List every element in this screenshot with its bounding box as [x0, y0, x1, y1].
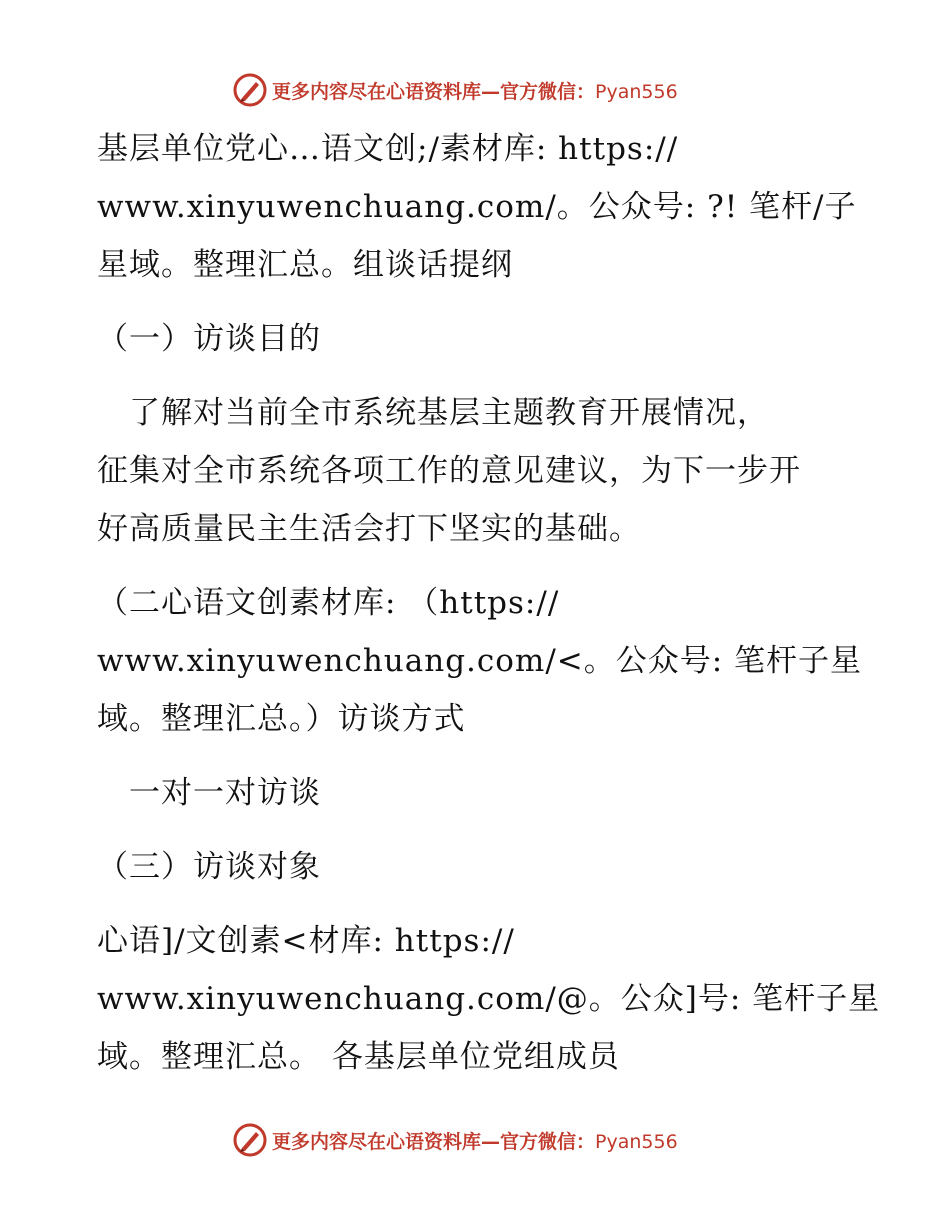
paragraph-method	[97, 764, 857, 822]
text-line: 一对一对访谈	[97, 775, 321, 811]
section-heading: （二心语文创素材库: （https://	[97, 585, 560, 621]
banner-text	[272, 1127, 678, 1154]
heading-purpose	[97, 310, 857, 368]
banner-title: 更多内容尽在心语资料库—官方微信：	[272, 80, 596, 103]
text-line: 好高质量民主生活会打下坚实的基础。	[97, 511, 641, 547]
text-line: www.xinyuwenchuang.com/<。公众号: 笔杆子星	[97, 643, 863, 679]
document-body	[97, 120, 881, 1086]
paragraph-intro	[97, 120, 857, 294]
banner-contact: Pyan556	[595, 1130, 678, 1153]
text-line: 了解对当前全市系统基层主题教育开展情况，	[97, 395, 769, 431]
footer-banner	[232, 1120, 678, 1160]
text-line: www.xinyuwenchuang.com/@。公众]号: 笔杆子星	[97, 981, 881, 1017]
text-line: 域。整理汇总。）访谈方式	[97, 701, 466, 737]
heading-method	[97, 574, 863, 748]
pen-logo-icon	[232, 1122, 268, 1158]
paragraph-target	[97, 912, 881, 1086]
text-line: 基层单位党心…语文创;/素材库: https://	[97, 131, 679, 167]
paragraph-purpose	[97, 384, 857, 558]
heading-target	[97, 838, 857, 896]
text-line: 征集对全市系统各项工作的意见建议，为下一步开	[97, 453, 801, 489]
text-line: 心语]/文创素<材库: https://	[97, 923, 515, 959]
section-heading: （一）访谈目的	[97, 321, 321, 357]
text-line: 域。整理汇总。 各基层单位党组成员	[97, 1039, 620, 1075]
text-line: www.xinyuwenchuang.com/。公众号: ?! 笔杆/子	[97, 189, 857, 225]
banner-title: 更多内容尽在心语资料库—官方微信：	[272, 1130, 596, 1153]
banner-text	[272, 77, 678, 104]
pen-logo-icon	[232, 72, 268, 108]
banner-contact: Pyan556	[595, 80, 678, 103]
section-heading: （三）访谈对象	[97, 849, 321, 885]
header-banner	[232, 70, 678, 110]
text-line: 星域。整理汇总。组谈话提纲	[97, 247, 513, 283]
